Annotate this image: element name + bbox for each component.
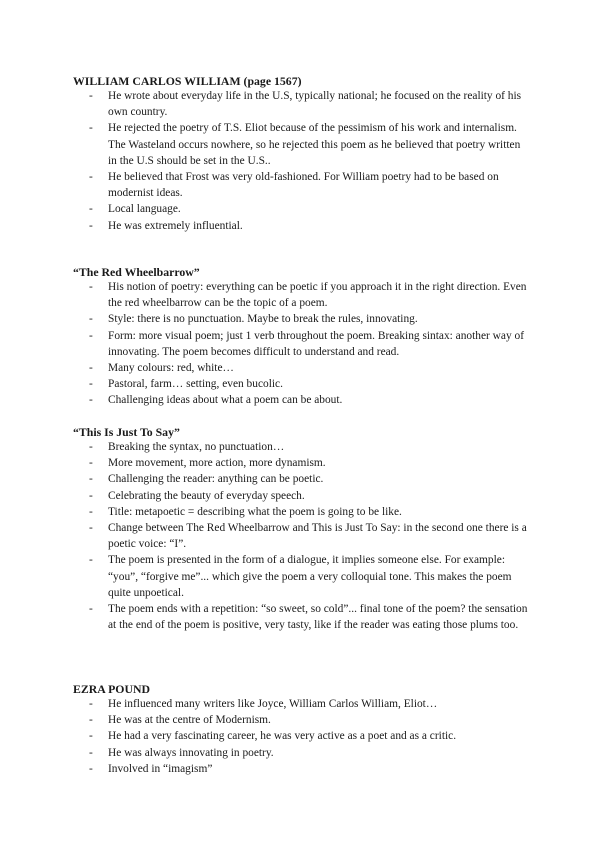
list-item: - Challenging ideas about what a poem can be about. bbox=[0, 392, 528, 408]
list-item: - More movement, more action, more dynamism. bbox=[0, 455, 528, 471]
list-item: - Involved in “imagism” bbox=[0, 761, 528, 777]
list-item: - The poem is presented in the form of a dialogue, it implies someone else. For example: “you”, “forgive me”... which give the poem a very colloquial tone. This makes the poem quite unpoetical. bbox=[0, 552, 528, 601]
list-item: - Breaking the syntax, no punctuation… bbox=[0, 439, 528, 455]
list-item: - He was at the centre of Modernism. bbox=[0, 712, 528, 728]
list-item: - He rejected the poetry of T.S. Eliot because of the pessimism of his work and internalism. The Wasteland occurs nowhere, so he rejected this poem as he believed that poetry written in the U.S should be set in the U.S.. bbox=[0, 120, 528, 169]
list-item: - He believed that Frost was very old-fashioned. For William poetry had to be based on modernist ideas. bbox=[0, 169, 528, 201]
section-heading-red-wheelbarrow: “The Red Wheelbarrow” bbox=[73, 265, 200, 279]
section-heading-this-is-just-to-say: “This Is Just To Say” bbox=[73, 425, 180, 439]
section-heading-williams: WILLIAM CARLOS WILLIAM (page 1567) bbox=[73, 74, 302, 88]
list-item: - Celebrating the beauty of everyday speech. bbox=[0, 488, 528, 504]
list-item: - He was always innovating in poetry. bbox=[0, 745, 528, 761]
list-item: - Many colours: red, white… bbox=[0, 360, 528, 376]
list-item: - He had a very fascinating career, he was very active as a poet and as a critic. bbox=[0, 728, 528, 744]
list-item: - His notion of poetry: everything can be poetic if you approach it in the right direction. Even the red wheelbarrow can be the topic of a poem. bbox=[0, 279, 528, 311]
list-item: - Pastoral, farm… setting, even bucolic. bbox=[0, 376, 528, 392]
list-item: - He influenced many writers like Joyce, William Carlos William, Eliot… bbox=[0, 696, 528, 712]
bullet-list-williams bbox=[0, 88, 528, 234]
list-item: - Style: there is no punctuation. Maybe to break the rules, innovating. bbox=[0, 311, 528, 327]
list-item: - Local language. bbox=[0, 201, 528, 217]
list-item: - Change between The Red Wheelbarrow and This is Just To Say: in the second one there is a poetic voice: “I”. bbox=[0, 520, 528, 552]
list-item: - Form: more visual poem; just 1 verb throughout the poem. Breaking sintax: another way of innovating. The poem becomes difficult to understand and read. bbox=[0, 328, 528, 360]
bullet-list-this-is-just-to-say bbox=[0, 439, 528, 633]
section-heading-ezra-pound: EZRA POUND bbox=[73, 682, 151, 696]
list-item: - He wrote about everyday life in the U.S, typically national; he focused on the reality of his own country. bbox=[0, 88, 528, 120]
bullet-list-red-wheelbarrow bbox=[0, 279, 528, 409]
list-item: - Title: metapoetic = describing what the poem is going to be like. bbox=[0, 504, 528, 520]
bullet-list-ezra-pound bbox=[0, 696, 528, 777]
list-item: - He was extremely influential. bbox=[0, 218, 528, 234]
list-item: - The poem ends with a repetition: “so sweet, so cold”... final tone of the poem? the sensation at the end of the poem is positive, very tasty, like if the reader was eating those plums too. bbox=[0, 601, 528, 633]
list-item: - Challenging the reader: anything can be poetic. bbox=[0, 471, 528, 487]
